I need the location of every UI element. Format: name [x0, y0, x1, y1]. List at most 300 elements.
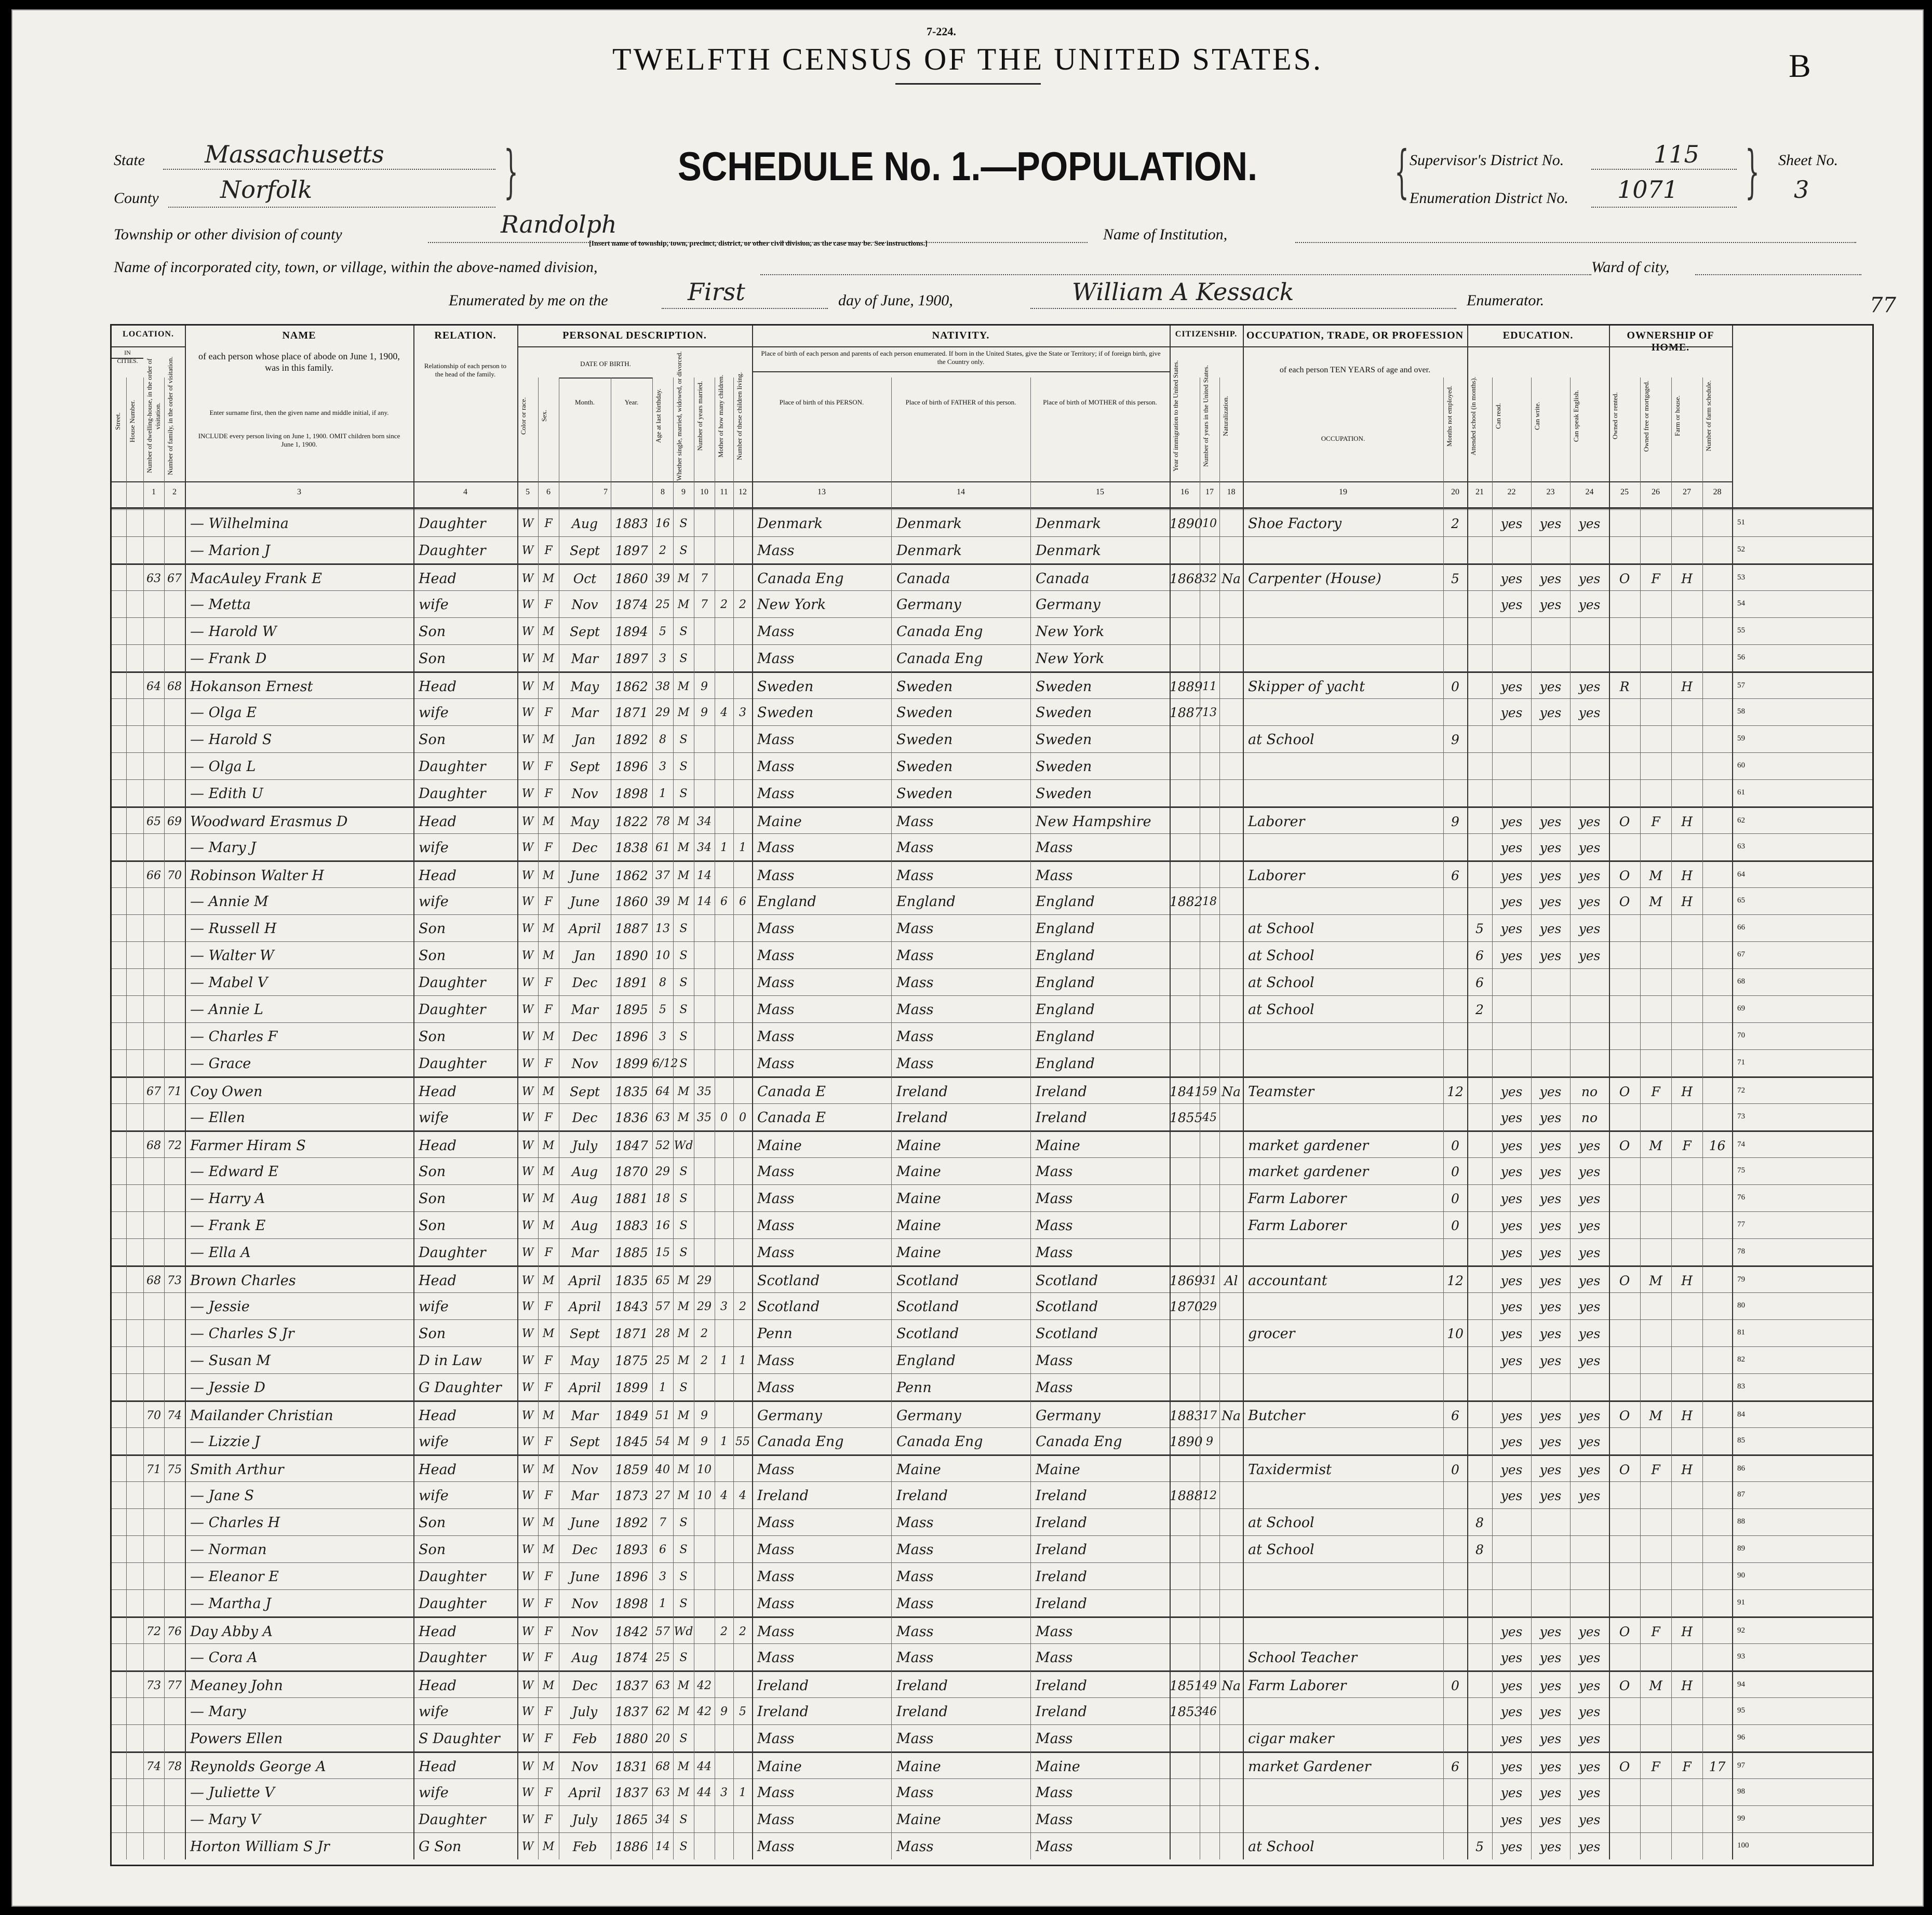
cell-relation: Son — [419, 1218, 446, 1234]
cell-birth-father: Mass — [896, 840, 934, 856]
cell-year-immigration — [1170, 1620, 1200, 1644]
cell-relation: Son — [419, 1515, 446, 1531]
cell-birth-mother: Mass — [1036, 1380, 1073, 1396]
cell-owned-rented — [1609, 1025, 1640, 1049]
cell-year-immigration: 1851 — [1170, 1678, 1203, 1693]
cell-mother-of — [715, 1214, 733, 1238]
cell-age: 37 — [655, 869, 670, 882]
cell-birth-person: Sweden — [757, 705, 814, 721]
cell-owned-free — [1640, 782, 1671, 806]
cell-sex: F — [544, 1381, 553, 1394]
cell-months-unemployed — [1443, 890, 1467, 914]
cell-year-immigration — [1170, 1376, 1200, 1400]
cell-sex: F — [544, 517, 553, 530]
cell-owned-free — [1640, 1484, 1671, 1508]
cell-occupation — [1248, 701, 1441, 725]
cell-years-us — [1200, 1538, 1219, 1562]
cell-attended-school: 5 — [1475, 921, 1484, 936]
enumerated-day-line — [662, 308, 828, 309]
cell-name: Day Abby A — [190, 1624, 273, 1640]
cell-owned-free — [1640, 512, 1671, 536]
cell-family — [164, 1295, 185, 1319]
cell-color: W — [521, 733, 534, 746]
cell-mother-of — [715, 1404, 733, 1428]
cell-dwelling: 68 — [146, 1139, 161, 1152]
cell-year: 1862 — [615, 679, 648, 694]
cell-year-immigration — [1170, 1187, 1200, 1211]
cell-can-read: yes — [1500, 948, 1523, 963]
cell-farm-house — [1671, 1511, 1702, 1535]
cell-relation: D in Law — [419, 1353, 482, 1369]
cell-year-immigration — [1170, 864, 1200, 888]
cell-children-living — [733, 1538, 752, 1562]
cell-months-unemployed — [1443, 1620, 1467, 1644]
cell-farm-schedule — [1702, 1106, 1732, 1130]
column-divider-marital — [673, 377, 674, 1859]
cell-farm-house — [1671, 998, 1702, 1022]
cell-relation: Son — [419, 651, 446, 667]
cell-owned-free — [1640, 1322, 1671, 1346]
column-divider-house_number — [126, 377, 127, 1859]
cell-birth-person: Mass — [757, 1002, 795, 1018]
cell-occupation — [1248, 1808, 1441, 1832]
cell-mother-of — [715, 675, 733, 699]
cell-children-living — [733, 512, 752, 536]
cell-birth-father: Sweden — [896, 732, 953, 748]
column-divider-can_read — [1492, 377, 1493, 1859]
census-row — [112, 1184, 1872, 1212]
cell-color: W — [521, 815, 534, 828]
cell-farm-house — [1671, 1646, 1702, 1670]
cell-owned-rented: O — [1619, 1462, 1630, 1477]
cell-color: W — [521, 1570, 534, 1583]
cell-marital: M — [677, 1489, 690, 1502]
cell-mother-of — [715, 1538, 733, 1562]
cell-year: 1822 — [615, 814, 648, 829]
cell-month: June — [570, 868, 600, 883]
cell-years-married — [694, 1134, 715, 1158]
cell-relation: Head — [419, 1624, 457, 1640]
cell-farm-schedule — [1702, 512, 1732, 536]
cell-color: W — [521, 544, 534, 557]
cell-months-unemployed — [1443, 1511, 1467, 1535]
cell-marital: M — [677, 1786, 690, 1799]
cell-occupation: Teamster — [1248, 1084, 1314, 1100]
cell-months-unemployed: 9 — [1451, 732, 1459, 747]
cell-owned-rented — [1609, 1727, 1640, 1751]
cell-owned-free — [1640, 917, 1671, 941]
cell-color: W — [521, 841, 534, 854]
cell-birth-person: Mass — [757, 786, 795, 802]
cell-birth-father: Mass — [896, 1542, 934, 1558]
cell-years-us — [1200, 1134, 1219, 1158]
state-line — [163, 169, 495, 170]
cell-attended-school — [1467, 1430, 1492, 1454]
cell-children-living — [733, 864, 752, 888]
cell-attended-school — [1467, 1160, 1492, 1184]
cell-can-speak: yes — [1578, 894, 1601, 909]
cell-children-living — [733, 1214, 752, 1238]
cell-months-unemployed — [1443, 1646, 1467, 1670]
cell-mother-of — [715, 1187, 733, 1211]
group-rule-1 — [517, 346, 752, 347]
cell-months-unemployed — [1443, 1295, 1467, 1319]
cell-naturalization — [1219, 836, 1243, 860]
cell-owned-rented — [1609, 1241, 1640, 1265]
cell-months-unemployed: 10 — [1447, 1326, 1464, 1341]
cell-year-immigration — [1170, 1727, 1200, 1751]
cell-owned-rented — [1609, 1538, 1640, 1562]
cell-birth-person: Ireland — [757, 1704, 809, 1720]
cell-birth-person: Mass — [757, 1056, 795, 1072]
census-row — [112, 1022, 1872, 1050]
cell-birth-father: Mass — [896, 1569, 934, 1585]
census-row — [112, 1832, 1872, 1860]
cell-mother-of — [715, 728, 733, 752]
cell-farm-house — [1671, 539, 1702, 563]
cell-months-unemployed — [1443, 1538, 1467, 1562]
cell-relation: wife — [419, 1488, 449, 1504]
cell-family — [164, 512, 185, 536]
cell-sex: F — [544, 1651, 553, 1664]
cell-name: Robinson Walter H — [190, 868, 324, 884]
cell-naturalization — [1219, 1106, 1243, 1130]
cell-birth-father: Mass — [896, 1002, 934, 1018]
census-row — [112, 1427, 1872, 1455]
cell-sex: M — [542, 922, 555, 935]
cell-sex: M — [542, 1840, 555, 1853]
cell-marital: M — [677, 1705, 690, 1718]
cell-attended-school — [1467, 890, 1492, 914]
cell-years-married — [694, 1214, 715, 1238]
cell-birth-mother: Denmark — [1036, 516, 1101, 532]
cell-occupation: Farm Laborer — [1248, 1678, 1347, 1694]
age-label: Age at last birthday. — [654, 388, 662, 443]
cell-sex: M — [542, 869, 555, 882]
cell-naturalization: Na — [1222, 1408, 1241, 1423]
census-row — [112, 1049, 1872, 1077]
supervisor-line — [1591, 169, 1737, 170]
cell-family — [164, 1781, 185, 1805]
cell-can-read: yes — [1500, 1191, 1523, 1206]
cell-name: — Olga E — [190, 705, 257, 721]
cell-can-read: yes — [1500, 1434, 1523, 1449]
cell-occupation — [1248, 1430, 1441, 1454]
cell-naturalization: Al — [1224, 1273, 1238, 1288]
cell-year: 1874 — [615, 597, 648, 612]
line-number: 71 — [1737, 1058, 1745, 1067]
cell-dwelling: 74 — [146, 1760, 161, 1773]
cell-birth-person: New York — [757, 597, 826, 613]
cell-can-speak: yes — [1578, 571, 1601, 586]
cell-months-unemployed — [1443, 620, 1467, 644]
census-row — [112, 1751, 1872, 1780]
cell-can-read: yes — [1500, 1731, 1523, 1746]
cell-sex: M — [542, 949, 555, 962]
census-row — [112, 1589, 1872, 1617]
column-divider-attended_school — [1467, 326, 1468, 1859]
cell-months-unemployed: 0 — [1451, 1462, 1459, 1477]
cell-birth-mother: New Hampshire — [1036, 814, 1151, 830]
cell-name: — Metta — [190, 597, 251, 613]
cell-color: W — [521, 1057, 534, 1070]
cell-can-speak — [1570, 647, 1609, 671]
cell-attended-school — [1467, 1755, 1492, 1779]
cell-birth-mother: New York — [1036, 624, 1105, 640]
dob-header: DATE OF BIRTH. — [580, 360, 631, 368]
line-number: 70 — [1737, 1031, 1745, 1040]
cell-dwelling — [143, 1295, 164, 1319]
cell-marital: M — [677, 1760, 690, 1773]
column-number-15: 15 — [1096, 488, 1104, 496]
cell-years-married — [694, 971, 715, 995]
cell-sex: F — [544, 1300, 553, 1313]
cell-sex: M — [542, 815, 555, 828]
cell-birth-mother: Mass — [1036, 840, 1073, 856]
cell-months-unemployed — [1443, 1106, 1467, 1130]
cell-farm-schedule — [1702, 782, 1732, 806]
cell-can-write: yes — [1539, 1326, 1562, 1341]
cell-children-living: 4 — [739, 1489, 746, 1502]
cell-marital: M — [677, 1111, 690, 1124]
cell-children-living — [733, 620, 752, 644]
cell-children-living: 3 — [739, 706, 746, 719]
cell-color: W — [521, 1786, 534, 1799]
cell-age: 29 — [655, 706, 670, 719]
cell-name: — Harold W — [190, 624, 277, 640]
cell-mother-of — [715, 998, 733, 1022]
cell-attended-school — [1467, 539, 1492, 563]
cell-months-unemployed — [1443, 1349, 1467, 1373]
cell-naturalization — [1219, 810, 1243, 834]
cell-owned-free — [1640, 1565, 1671, 1589]
cell-years-married — [694, 1241, 715, 1265]
cell-can-speak: yes — [1578, 1191, 1601, 1206]
cell-attended-school — [1467, 864, 1492, 888]
cell-family — [164, 1727, 185, 1751]
cell-can-read: yes — [1500, 1759, 1523, 1774]
cell-sex: F — [544, 787, 553, 800]
cell-attended-school — [1467, 647, 1492, 671]
cell-marital: S — [679, 1030, 688, 1043]
cell-year-immigration: 1869 — [1170, 1273, 1203, 1288]
column-divider-can_speak — [1570, 377, 1571, 1859]
cell-children-living — [733, 1269, 752, 1293]
in-cities: IN CITIES. — [117, 349, 138, 365]
cell-year: 1893 — [615, 1542, 648, 1557]
cell-can-speak — [1570, 1511, 1609, 1535]
cell-children-living — [733, 1755, 752, 1779]
cell-can-read: yes — [1500, 1299, 1523, 1314]
column-number-2: 2 — [172, 488, 177, 496]
cell-mother-of: 0 — [720, 1111, 728, 1124]
farm_house-label: Farm or house. — [1673, 395, 1681, 437]
cell-year: 1871 — [615, 1326, 648, 1341]
cell-marital: S — [679, 760, 688, 773]
cell-family — [164, 971, 185, 995]
cell-owned-free — [1640, 647, 1671, 671]
cell-color: W — [521, 1409, 534, 1422]
cell-farm-schedule — [1702, 647, 1732, 671]
cell-birth-mother: Sweden — [1036, 679, 1092, 695]
cell-mother-of — [715, 864, 733, 888]
cell-farm-schedule — [1702, 1538, 1732, 1562]
cell-months-unemployed — [1443, 1835, 1467, 1859]
cell-mother-of — [715, 1727, 733, 1751]
cell-year: 1874 — [615, 1650, 648, 1665]
cell-birth-mother: England — [1036, 948, 1095, 964]
census-row — [112, 1130, 1872, 1159]
cell-months-unemployed — [1443, 647, 1467, 671]
cell-birth-father: Maine — [896, 1462, 941, 1478]
cell-birth-mother: Ireland — [1036, 1569, 1087, 1585]
cell-color: W — [521, 976, 534, 989]
cell-birth-person: Mass — [757, 1839, 795, 1855]
cell-can-write: yes — [1539, 1704, 1562, 1719]
cell-can-speak: yes — [1578, 1624, 1601, 1639]
cell-birth-person: Mass — [757, 1353, 795, 1369]
cell-family — [164, 782, 185, 806]
cell-occupation: Carpenter (House) — [1248, 571, 1381, 587]
birth_person-label: Place of birth of this PERSON. — [779, 398, 864, 406]
cell-year-immigration — [1170, 917, 1200, 941]
cell-age: 63 — [655, 1679, 670, 1692]
cell-months-unemployed — [1443, 917, 1467, 941]
cell-year: 1883 — [615, 1218, 648, 1233]
cell-dwelling: 63 — [146, 572, 161, 585]
cell-age: 57 — [655, 1625, 670, 1638]
cell-sex: M — [542, 1274, 555, 1287]
cell-relation: wife — [419, 1704, 449, 1720]
cell-months-unemployed: 0 — [1451, 1191, 1459, 1206]
cell-can-read: yes — [1500, 894, 1523, 909]
cell-color: W — [521, 1651, 534, 1664]
group-rule-2 — [752, 346, 1170, 347]
cell-can-speak: yes — [1578, 948, 1601, 963]
cell-can-read — [1492, 1565, 1531, 1589]
cell-birth-mother: Mass — [1036, 1650, 1073, 1666]
cell-owned-rented — [1609, 1106, 1640, 1130]
cell-marital: S — [679, 1165, 688, 1178]
line-number: 95 — [1737, 1706, 1745, 1715]
cell-can-write — [1531, 1565, 1570, 1589]
cell-occupation: at School — [1248, 921, 1314, 937]
cell-birth-mother: Canada — [1036, 571, 1090, 587]
cell-sex: F — [544, 1003, 553, 1016]
cell-birth-father: Scotland — [896, 1273, 959, 1289]
cell-relation: Son — [419, 732, 446, 748]
cell-owned-free — [1640, 539, 1671, 563]
cell-name: — Cora A — [190, 1650, 258, 1666]
cell-owned-rented — [1609, 647, 1640, 671]
cell-relation: Daughter — [419, 786, 486, 802]
cell-month: Jan — [574, 948, 596, 963]
cell-name: — Eleanor E — [190, 1569, 279, 1585]
cell-relation: Head — [419, 571, 457, 587]
cell-birth-father: Canada Eng — [896, 624, 983, 640]
margin-number: 77 — [1870, 293, 1896, 317]
cell-year: 1860 — [615, 571, 648, 586]
cell-years-married: 9 — [701, 706, 708, 719]
cell-color: W — [521, 1625, 534, 1638]
line-number: 55 — [1737, 626, 1745, 635]
cell-age: 1 — [659, 1597, 666, 1610]
cell-occupation: School Teacher — [1248, 1650, 1358, 1666]
cell-year: 1898 — [615, 1596, 648, 1611]
cell-relation: wife — [419, 840, 449, 856]
census-row — [112, 698, 1872, 726]
cell-color: W — [521, 1246, 534, 1259]
owned_free-label: Owned free or mortgaged. — [1642, 380, 1650, 452]
cell-marital: M — [677, 1679, 690, 1692]
cell-mother-of: 4 — [720, 1489, 728, 1502]
cell-years-us — [1200, 1565, 1219, 1589]
cell-farm-schedule — [1702, 1080, 1732, 1104]
cell-months-unemployed — [1443, 1592, 1467, 1616]
cell-years-us — [1200, 944, 1219, 968]
cell-owned-free — [1640, 1241, 1671, 1265]
cell-months-unemployed: 5 — [1451, 571, 1459, 586]
supervisor-label: Supervisor's District No. — [1410, 152, 1564, 169]
cell-can-write: yes — [1539, 597, 1562, 612]
line-number: 51 — [1737, 518, 1745, 527]
location-header: LOCATION. — [123, 330, 174, 339]
cell-birth-person: Mass — [757, 1380, 795, 1396]
cell-sex: M — [542, 1409, 555, 1422]
cell-mother-of — [715, 810, 733, 834]
cell-mother-of: 6 — [720, 895, 728, 908]
cell-birth-person: Denmark — [757, 516, 823, 532]
cell-family — [164, 755, 185, 779]
form-number: 7-224. — [927, 25, 956, 38]
cell-can-read: yes — [1500, 705, 1523, 720]
cell-month: Aug — [571, 516, 598, 531]
census-row — [112, 1373, 1872, 1401]
cell-sex: F — [544, 1705, 553, 1718]
cell-can-read: yes — [1500, 1678, 1523, 1693]
cell-farm-house: H — [1681, 1273, 1693, 1288]
cell-months-unemployed: 6 — [1451, 1759, 1459, 1774]
cell-year: 1837 — [615, 1785, 648, 1800]
cell-owned-free: M — [1649, 1273, 1662, 1288]
cell-can-speak: yes — [1578, 516, 1601, 531]
cell-can-speak: yes — [1578, 1462, 1601, 1477]
cell-can-write: yes — [1539, 1084, 1562, 1099]
cell-can-write: yes — [1539, 1488, 1562, 1503]
cell-month: Dec — [572, 1542, 598, 1557]
cell-occupation: Butcher — [1248, 1408, 1305, 1424]
cell-naturalization — [1219, 1160, 1243, 1184]
cell-owned-free: F — [1651, 814, 1660, 829]
cell-year: 1898 — [615, 786, 648, 801]
cell-marital: M — [677, 680, 690, 693]
cell-color: W — [521, 598, 534, 611]
cell-children-living — [733, 1727, 752, 1751]
cell-can-speak: yes — [1578, 1164, 1601, 1179]
cell-dwelling — [143, 971, 164, 995]
cell-years-us — [1200, 593, 1219, 617]
cell-birth-father: Sweden — [896, 786, 953, 802]
line-number: 62 — [1737, 816, 1745, 825]
cell-naturalization — [1219, 1646, 1243, 1670]
cell-age: 7 — [659, 1516, 666, 1529]
title-divider — [895, 83, 1041, 85]
cell-farm-house: F — [1682, 1759, 1692, 1774]
census-row — [112, 671, 1872, 700]
cell-family — [164, 1214, 185, 1238]
cell-marital: M — [677, 1354, 690, 1367]
cell-month: May — [570, 1353, 599, 1368]
